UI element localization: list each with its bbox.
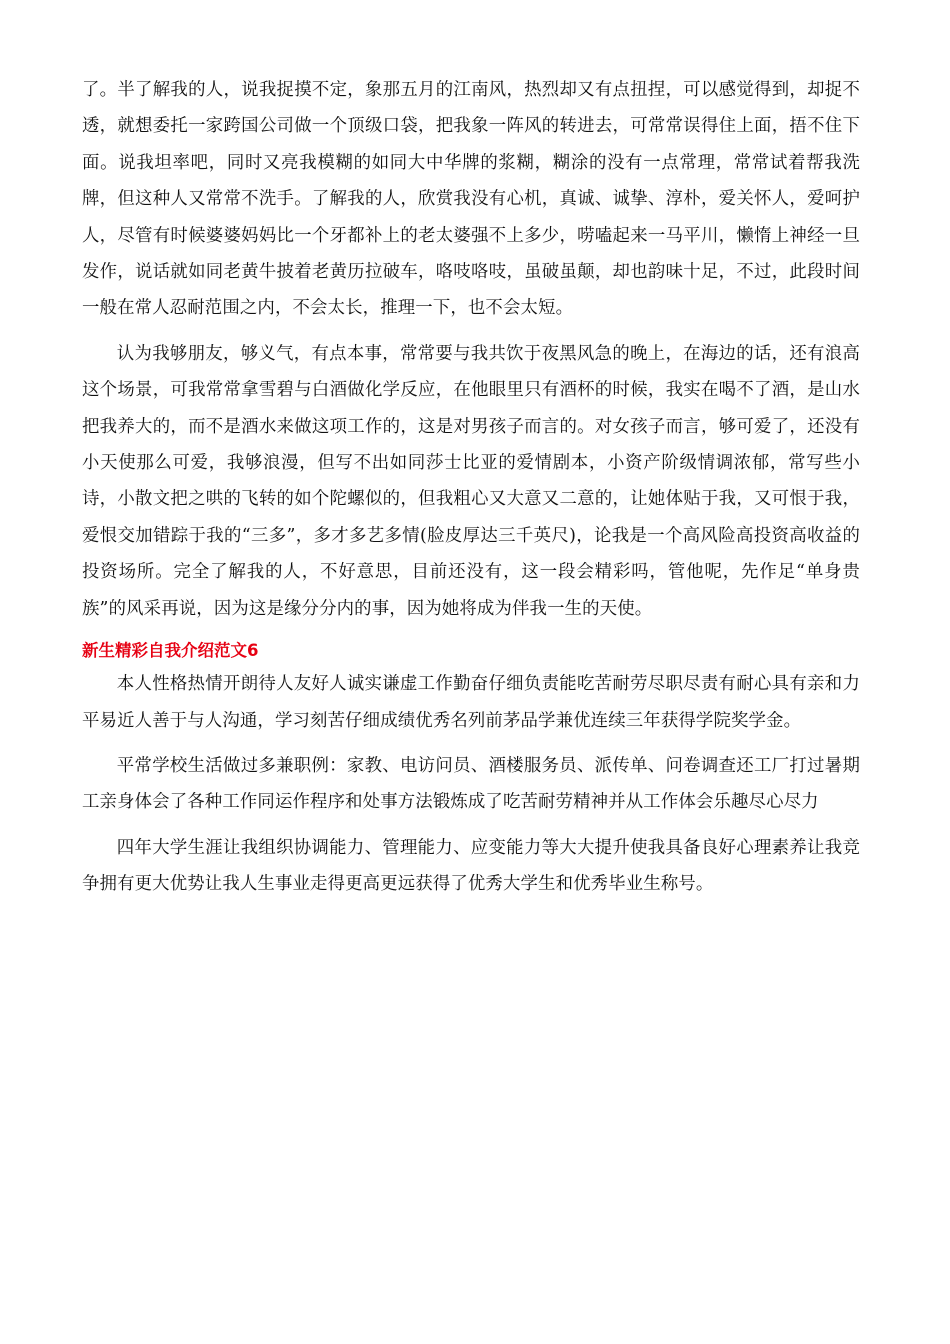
- paragraph-university: 四年大学生涯让我组织协调能力、管理能力、应变能力等大大提升使我具备良好心理素养让我竞争拥有更大优势让我人生事业走得更高更远获得了优秀大学生和优秀毕业生称号。: [82, 837, 860, 895]
- section-title: 新生精彩自我介绍范文6: [82, 641, 259, 661]
- paragraph-part-time-jobs: 平常学校生活做过多兼职例：家教、电访问员、酒楼服务员、派传单、问卷调查还工厂打过暑期工亲身体会了各种工作同运作程序和处事方法锻炼成了吃苦耐劳精神并从工作体会乐趣尽心尽力: [82, 755, 860, 813]
- paragraph-personality: 本人性格热情开朗待人友好人诚实谦虚工作勤奋仔细负责能吃苦耐劳尽职尽责有耐心具有亲和力平易近人善于与人沟通，学习刻苦仔细成绩优秀名列前茅品学兼优连续三年获得学院奖学金。: [82, 674, 860, 731]
- paragraph-continuation: 了。半了解我的人，说我捉摸不定，象那五月的江南风，热烈却又有点扭捏，可以感觉得到，却捉不透，就想委托一家跨国公司做一个顶级口袋，把我象一阵风的转进去，可常常误得住上面，捂不住下面。说我坦率吧，同时又亮我模糊的如同大中华牌的浆糊，糊涂的没有一点常理，常常试着帮我洗牌，但这种人又常常不洗手。了解我的人，欣赏我没有心机，真诚、诚挚、淳朴，爱关怀人，爱呵护人，尽管有时候婆婆妈妈比一个牙都补上的老太婆强不上多少，唠嗑起来一马平川，懒惰上神经一旦发作，说话就如同老黄牛披着老黄历拉破车，咯吱咯吱，虽破虽颠，却也韵味十足，不过，此段时间一般在常人忍耐范围之内，不会太长，推理一下，也不会太短。: [82, 80, 860, 319]
- paragraph-friends: 认为我够朋友，够义气，有点本事，常常要与我共饮于夜黑风急的晚上，在海边的话，还有浪高这个场景，可我常常拿雪碧与白酒做化学反应，在他眼里只有酒杯的时候，我实在喝不了酒，是山水把我养大的，而不是酒水来做这项工作的，这是对男孩子而言的。对女孩子而言，够可爱了，还没有小天使那么可爱，我够浪漫，但写不出如同莎士比亚的爱情剧本，小资产阶级情调浓郁，常写些小诗，小散文把之哄的飞转的如个陀螺似的，但我粗心又大意又二意的，让她体贴于我，又可恨于我，爱恨交加错踪于我的“三多”，多才多艺多情(脸皮厚达三千英尺)，论我是一个高风险高投资高收益的投资场所。完全了解我的人，不好意思，目前还没有，这一段会精彩吗，管他呢，先作足“单身贵族”的风采再说，因为这是缘分分内的事，因为她将成为伴我一生的天使。: [82, 343, 860, 619]
- document-page: [82, 72, 860, 903]
